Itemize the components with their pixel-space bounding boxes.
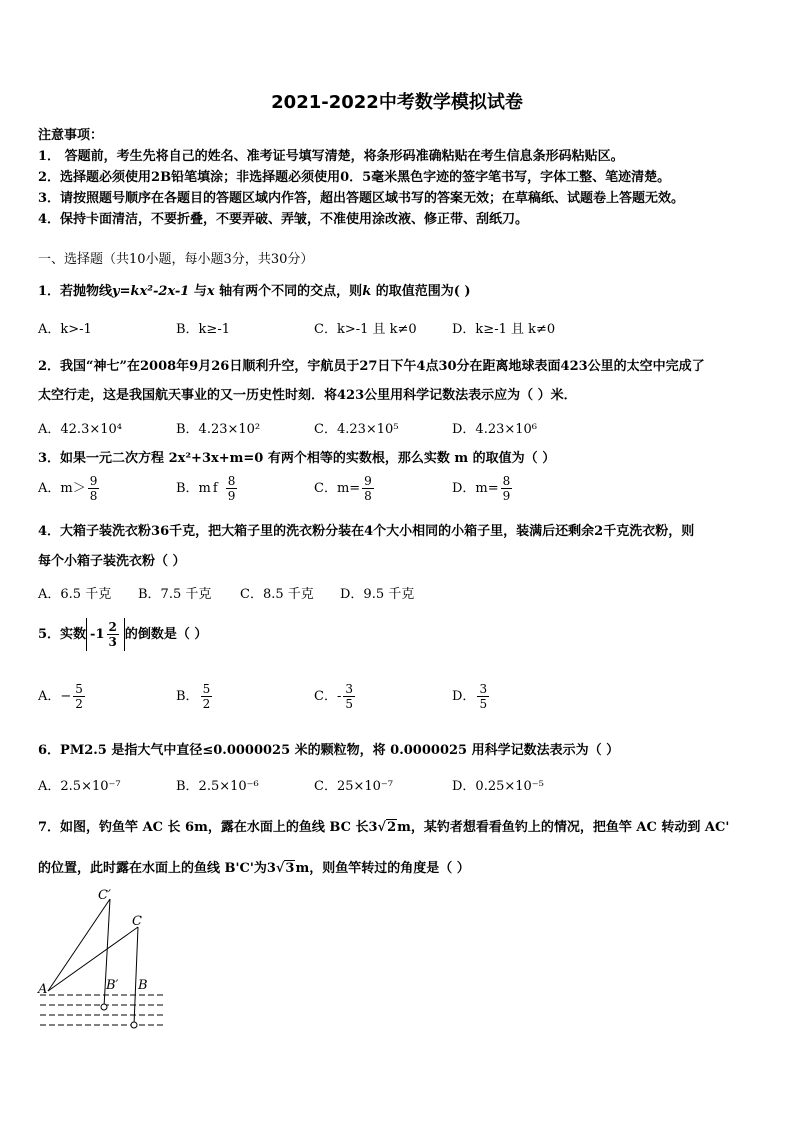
denominator: 9 [502,489,511,503]
numerator: 3 [345,682,353,696]
page-title: 2021-2022中考数学模拟试卷 [271,92,523,113]
notes-heading: 注意事项： [38,128,104,143]
q6-option-b: B．2.5×10⁻⁶ [176,779,259,794]
rod-ac-prime [48,899,110,991]
numerator: 5 [75,682,83,696]
q6-option-c: C．25×10⁻⁷ [314,779,393,794]
q3-c-label: C．m= [314,481,361,496]
absolute-value [86,618,125,651]
q5-pre: 5．实数 [38,627,87,642]
q5-post: 的倒数是（ ） [124,627,208,642]
q5-b-label: B． [176,689,199,704]
denominator: 5 [345,697,353,711]
numerator: 9 [364,474,372,488]
q4-option-b: B．7.5 千克 [138,587,212,602]
q4-option-d: D．9.5 千克 [340,587,415,602]
q5-option-a [38,682,87,711]
sqrt-symbol: √ [275,861,285,876]
point-b-prime-label: B′ [106,978,119,993]
note-item: 4．保持卡面清洁，不要折叠，不要弄破、弄皱，不准使用涂改液、修正带、刮纸刀。 [38,212,529,227]
question-7-line-1 [38,816,729,835]
question-1-stem [38,280,471,299]
q3-option-d [452,474,514,503]
section-heading: 一、选择题（共10小题，每小题3分，共30分） [38,252,314,267]
point-a-label: A [38,982,48,997]
q1-equation: y=kx²-2x-1 [112,284,190,299]
fraction [343,682,355,711]
q2-option-d: D．4.23×10⁶ [452,422,538,437]
q7-l2-coef: 3 [266,861,276,876]
q1-stem-a: 1．若抛物线 [38,284,113,299]
numerator: 9 [89,474,98,488]
fraction [201,682,213,711]
fraction [226,474,238,503]
question-2-line-1: 2．我国“神七”在2008年9月26日顺利升空，宇航员于27日下午4点30分在距离地球表面423公里的太空中完成了 [38,359,705,374]
denominator: 2 [75,697,83,711]
q6-option-d: D．0.25×10⁻⁵ [452,779,544,794]
numerator: 2 [108,620,117,634]
q5-abs-int: -1 [90,627,105,642]
q3-option-c [314,474,376,503]
hook-b-prime [101,1004,107,1010]
q7-l1-a: 7．如图，钓鱼竿 AC 长 6m，露在水面上的鱼线 BC 长 [38,820,369,835]
q5-c-label: C．- [314,689,342,704]
fraction [477,682,489,711]
q3-b-symbol: f [212,481,218,496]
denominator: 8 [89,489,98,503]
rod-ac [48,927,138,991]
q5-option-c [314,682,357,711]
point-b-label: B [138,978,148,993]
q2-option-a: A．42.3×10⁴ [38,422,122,437]
q2-option-b: B．4.23×10² [176,422,261,437]
fraction [88,474,100,503]
denominator: 2 [202,697,211,711]
q4-option-c: C．8.5 千克 [240,587,314,602]
fraction [362,474,374,503]
q1-var-k: k [362,284,372,299]
question-3-stem: 3．如果一元二次方程 2x²+3x+m=0 有两个相等的实数根，那么实数 m 的取值为（ ） [38,451,556,466]
q4-option-a: A．6.5 千克 [38,587,112,602]
question-7-line-2 [38,857,470,876]
q3-option-a [38,474,101,503]
fishing-rod-figure [34,885,174,1035]
question-4-line-1: 4．大箱子装洗衣粉36千克，把大箱子里的洗衣粉分装在4个大小相同的小箱子里，装满后还剩余2千克洗衣粉，则 [38,524,695,539]
q5-option-d [452,682,491,711]
question-6-stem: 6．PM2.5 是指大气中直径≤0.0000025 米的颗粒物，将 0.0000025 用科学记数法表示为（ ） [38,743,620,758]
question-4-line-2: 每个小箱子装洗衣粉（ ） [38,554,186,569]
numerator: 8 [227,474,236,488]
q7-l1-b: m，某钓者想看看鱼钓上的情况，把鱼竿 AC 转动到 AC' [397,820,730,835]
numerator: 3 [479,682,488,696]
q1-stem-c: 轴有两个不同的交点，则 [214,284,363,299]
question-5-stem [38,618,207,651]
q1-option-b: B．k≥-1 [176,322,230,337]
fraction [501,474,513,503]
sqrt-symbol: √ [377,820,387,835]
q1-stem-b: 与 [189,284,207,299]
q7-l1-coef: 3 [368,820,378,835]
q3-d-label: D．m= [452,481,499,496]
q1-option-a: A．k>-1 [38,322,92,337]
q1-option-c: C．k>-1 且 k≠0 [314,322,417,337]
q1-var-x: x [206,284,215,299]
q3-a-label: A．m＞ [38,481,86,496]
line-bc [134,927,138,1025]
q2-option-c: C．4.23×10⁵ [314,422,399,437]
hook-b [131,1022,137,1028]
denominator: 9 [227,489,236,503]
q7-l2-radicand: 3 [285,861,295,876]
q3-option-b [176,474,239,503]
numerator: 8 [502,474,511,488]
point-c-prime-label: C′ [98,888,111,903]
denominator: 5 [479,697,488,711]
q5-option-b [176,682,214,711]
denominator: 3 [108,635,117,649]
note-item: 2．选择题必须使用2B铅笔填涂；非选择题必须使用0．5毫米黑色字迹的签字笔书写，字体工整、笔迹清楚。 [38,170,671,185]
q5-a-label: A．− [38,689,72,704]
q7-l2-b: m，则鱼竿转过的角度是（ ） [295,861,470,876]
question-2-line-2: 太空行走，这是我国航天事业的又一历史性时刻．将423公里用科学记数法表示应为（ ）米． [38,388,577,403]
q1-stem-d: 的取值范围为( ) [371,284,471,299]
point-c-label: C [132,914,142,929]
note-item: 3．请按照题号顺序在各题目的答题区域内作答，超出答题区域书写的答案无效；在草稿纸、试题卷上答题无效。 [38,191,685,206]
q5-d-label: D． [452,689,476,704]
fraction [73,682,85,711]
q1-option-d: D．k≥-1 且 k≠0 [452,322,556,337]
q7-l2-a: 的位置，此时露在水面上的鱼线 B'C'为 [38,861,267,876]
denominator: 8 [364,489,372,503]
numerator: 5 [202,682,211,696]
note-item: 1． 答题前，考生先将自己的姓名、准考证号填写清楚，将条形码准确粘贴在考生信息条形码粘贴区。 [38,149,624,164]
q7-l1-radicand: 2 [387,820,397,835]
fraction [107,620,119,649]
q6-option-a: A．2.5×10⁻⁷ [38,779,121,794]
q3-b-label: B．m [176,481,211,496]
